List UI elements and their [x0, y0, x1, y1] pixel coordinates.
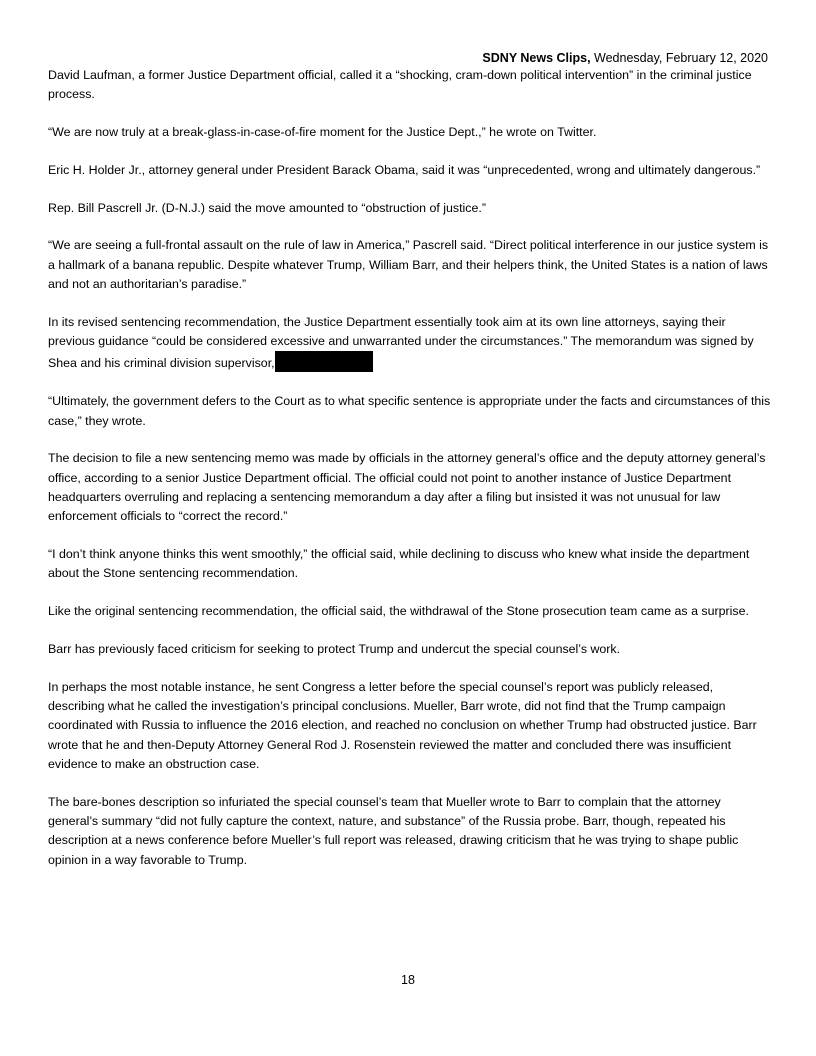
paragraph-5: “We are seeing a full-frontal assault on the rule of law in America,” Pascrell said. “Direct political interference in our justice system is a hallmark of a banana republic. Despite whatever Trump, William Barr, and their helpers think, the United States is a nation of laws and not an authoritarian’s paradise.” — [48, 238, 769, 292]
paragraph-4: Rep. Bill Pascrell Jr. (D-N.J.) said the move amounted to “obstruction of justice.” — [48, 200, 486, 215]
paragraph-6-text: In its revised sentencing recommendation, the Justice Department essentially took aim at its own line attorneys, saying their previous guidance “could be considered excessive and unwarranted under the circumstances.” The memorandum was signed by Shea and his criminal division supervisor, — [48, 314, 754, 371]
paragraph-13: The bare-bones description so infuriated the special counsel’s team that Mueller wrote to Barr to complain that the attorney general’s summary “did not fully capture the context, nature, and substance” of the Russia probe. Barr, though, repeated his description at a news conference before Mueller’s full report was released, drawing criticism that he was trying to shape public opinion in a way favorable to Trump. — [48, 794, 739, 867]
paragraph-10: Like the original sentencing recommendation, the official said, the withdrawal of the Stone prosecution team came as a surprise. — [48, 604, 749, 619]
paragraph-12: In perhaps the most notable instance, he sent Congress a letter before the special counsel’s report was publicly released, describing what he called the investigation’s principal conclusions. Mueller, Barr wrote, did not find that the Trump campaign coordinated with Russia to influence the 2016 election, and reached no conclusion on whether Trump had obstructed justice. Barr wrote that he and then-Deputy Attorney General Rod J. Rosenstein reviewed the matter and concluded there was insufficient evidence to make an obstruction case. — [48, 679, 757, 771]
publication-name: SDNY News Clips, — [482, 51, 591, 65]
publication-date: Wednesday, February 12, 2020 — [590, 51, 768, 65]
paragraph-6 — [48, 313, 772, 374]
paragraph-1: David Laufman, a former Justice Department official, called it a “shocking, cram-down political intervention” in the criminal justice process. — [48, 68, 752, 102]
paragraph-3: Eric H. Holder Jr., attorney general under President Barack Obama, said it was “unprecedented, wrong and ultimately dangerous.” — [48, 162, 761, 177]
article-body — [48, 66, 772, 888]
paragraph-7: “Ultimately, the government defers to the Court as to what specific sentence is appropriate under the facts and circumstances of this case,” they wrote. — [48, 394, 771, 428]
paragraph-8: The decision to file a new sentencing memo was made by officials in the attorney general’s office and the deputy attorney general’s office, according to a senior Justice Department official. The official could not point to another instance of Justice Department headquarters overruling and replacing a sentencing memorandum a day after a filing but insisted it was not unusual for law enforcement officials to “correct the record.” — [48, 451, 766, 524]
paragraph-11: Barr has previously faced criticism for seeking to protect Trump and undercut the special counsel’s work. — [48, 641, 621, 656]
paragraph-2: “We are now truly at a break-glass-in-case-of-fire moment for the Justice Dept.,” he wrote on Twitter. — [48, 125, 597, 140]
page-header — [482, 50, 768, 66]
page-number: 18 — [401, 973, 415, 987]
redaction-box — [275, 351, 373, 372]
paragraph-9: “I don’t think anyone thinks this went smoothly,” the official said, while declining to discuss who knew what inside the department about the Stone sentencing recommendation. — [48, 547, 750, 581]
